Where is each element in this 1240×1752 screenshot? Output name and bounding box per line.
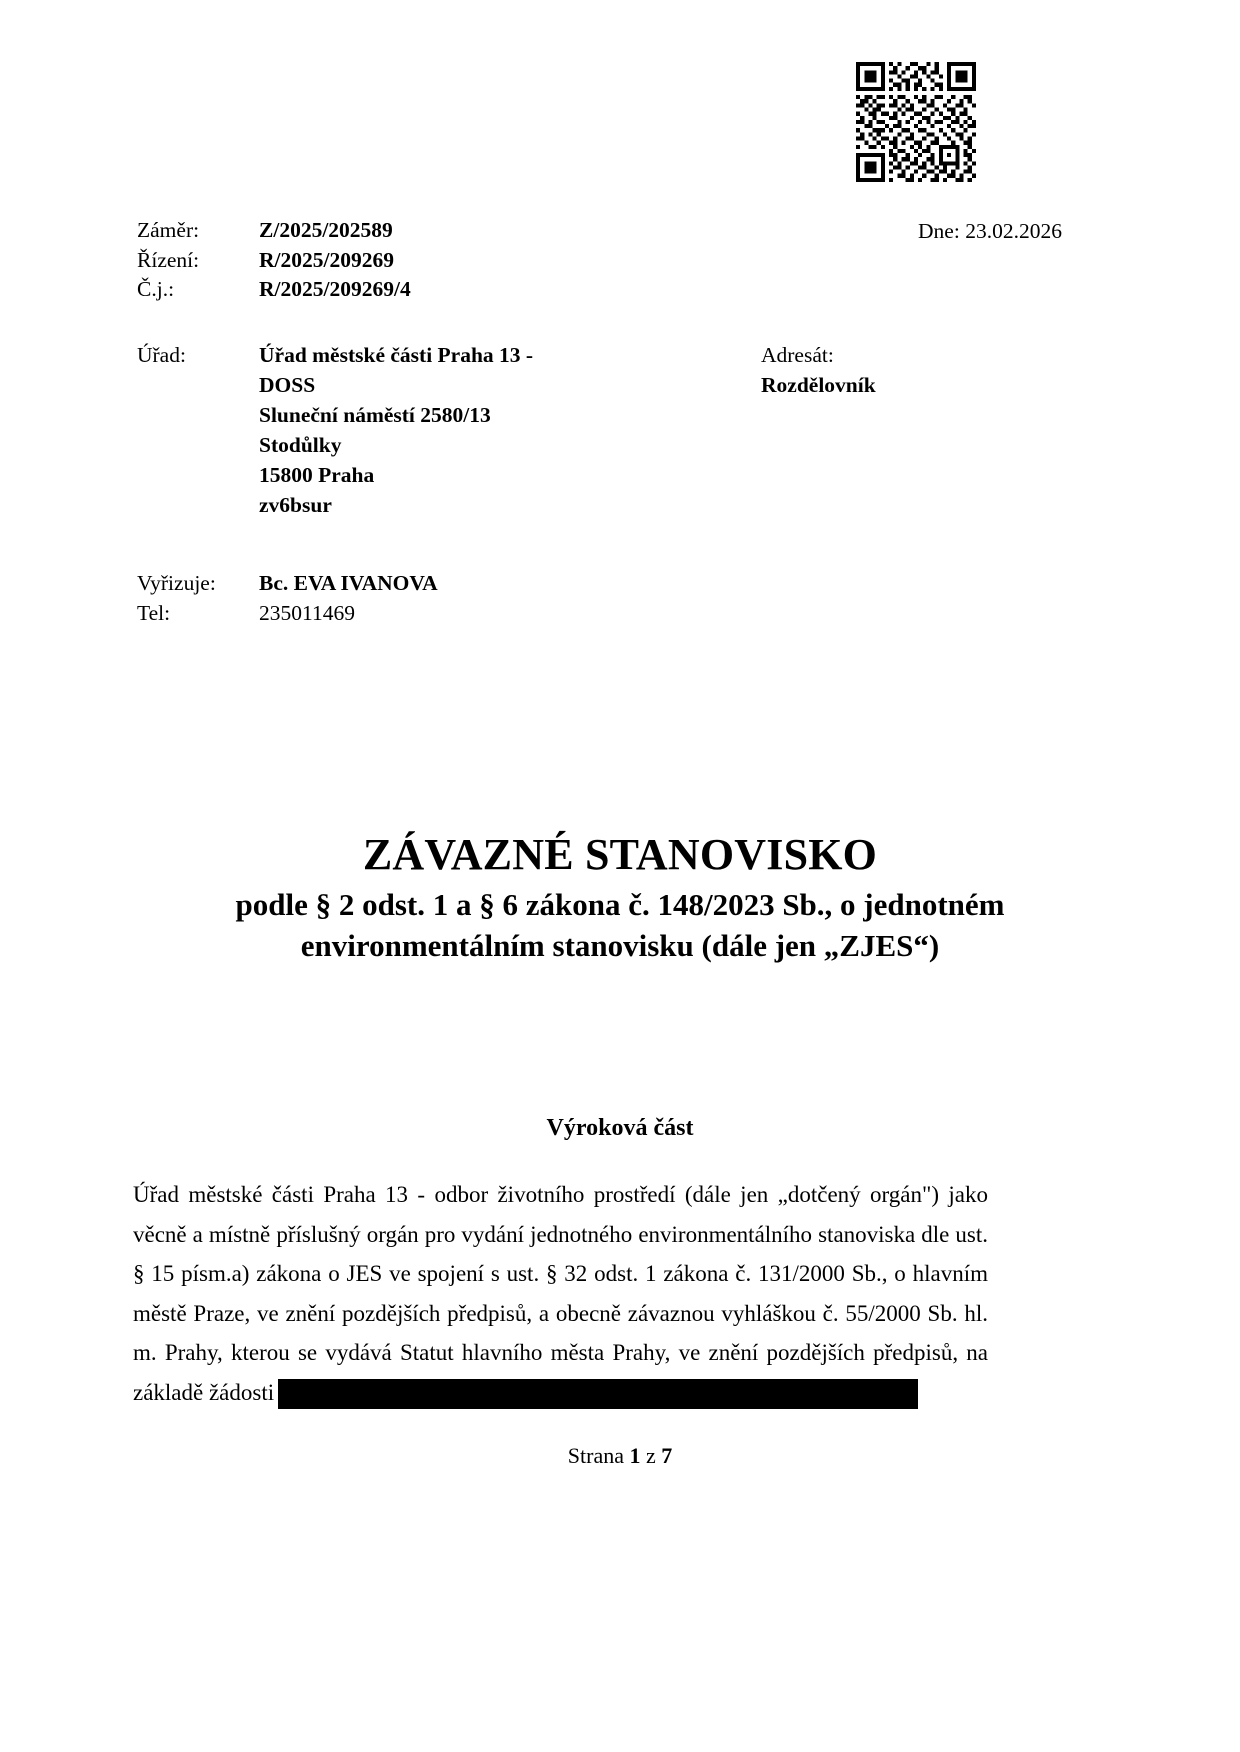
reference-row-zamer	[137, 216, 757, 246]
page-footer	[137, 1443, 1103, 1469]
body-paragraph	[133, 1175, 988, 1412]
reference-value-zamer: Z/2025/202589	[259, 218, 393, 242]
office-label: Úřad:	[137, 343, 186, 367]
document-date: Dne: 23.02.2026	[918, 219, 1062, 243]
office-address-line: Stodůlky	[259, 433, 342, 458]
reference-row-rizeni	[137, 246, 757, 276]
footer-separator: z	[640, 1443, 662, 1468]
reference-row-cj	[137, 275, 757, 305]
addressee-value: Rozdělovník	[761, 373, 876, 398]
reference-value-cj: R/2025/209269/4	[259, 277, 411, 302]
office-address-line: 15800 Praha	[259, 463, 375, 488]
office-row	[137, 340, 657, 521]
reference-label-cj: Č.j.:	[137, 277, 175, 302]
office-address-line: Sluneční náměstí 2580/13	[259, 403, 491, 428]
contact-label-tel: Tel:	[137, 601, 171, 626]
office-block	[137, 340, 657, 521]
contact-row-tel	[137, 598, 757, 628]
contact-value-phone: 235011469	[259, 601, 355, 626]
page-title: ZÁVAZNÉ STANOVISKO	[362, 830, 878, 879]
office-address-line: Úřad městské části Praha 13 -	[259, 343, 534, 367]
reference-value-rizeni: R/2025/209269	[259, 247, 394, 272]
title-block	[137, 830, 1103, 966]
redacted-text-bar	[278, 1379, 918, 1409]
page-subtitle: podle § 2 odst. 1 a § 6 zákona č. 148/2023 Sb., o jednotném environmentálním stanovisku (dále jen „ZJES“)	[235, 887, 1005, 963]
addressee-block	[761, 340, 1141, 400]
body-paragraph-text: Úřad městské části Praha 13 - odbor životního prostředí (dále jen „dotčený orgán") jako věcně a místně příslušný orgán pro vydání jednotného environmentálního stanoviska dle ust. § 15 písm.a) zákona o JES ve spojení s ust. § 32 odst. 1 zákona č. 131/2000 Sb., o hlavním městě Praze, ve znění pozdějších předpisů, a obecně závaznou vyhláškou č. 55/2000 Sb. hl. m. Prahy, kterou se vydává Statut hlavního města Prahy, ve znění pozdějších předpisů, na základě žádosti	[133, 1182, 988, 1405]
office-address	[259, 340, 533, 521]
footer-prefix: Strana	[567, 1443, 630, 1468]
addressee-label: Adresát:	[761, 343, 834, 367]
footer-page-number: 1	[629, 1443, 641, 1468]
reference-label-zamer: Záměr:	[137, 218, 200, 242]
contact-label-vyrizuje: Vyřizuje:	[137, 571, 216, 595]
body-block	[133, 1175, 988, 1412]
footer-total-pages: 7	[661, 1443, 673, 1468]
contact-block	[137, 568, 757, 628]
contact-row-vyrizuje	[137, 568, 757, 598]
reference-header	[137, 216, 757, 305]
office-address-line: DOSS	[259, 373, 316, 398]
office-address-line: zv6bsur	[259, 493, 332, 518]
qr-code-icon	[856, 62, 976, 182]
reference-label-rizeni: Řízení:	[137, 247, 200, 272]
contact-value-officer: Bc. EVA IVANOVA	[259, 571, 438, 595]
section-heading-vyrokova-cast: Výroková část	[546, 1115, 694, 1141]
